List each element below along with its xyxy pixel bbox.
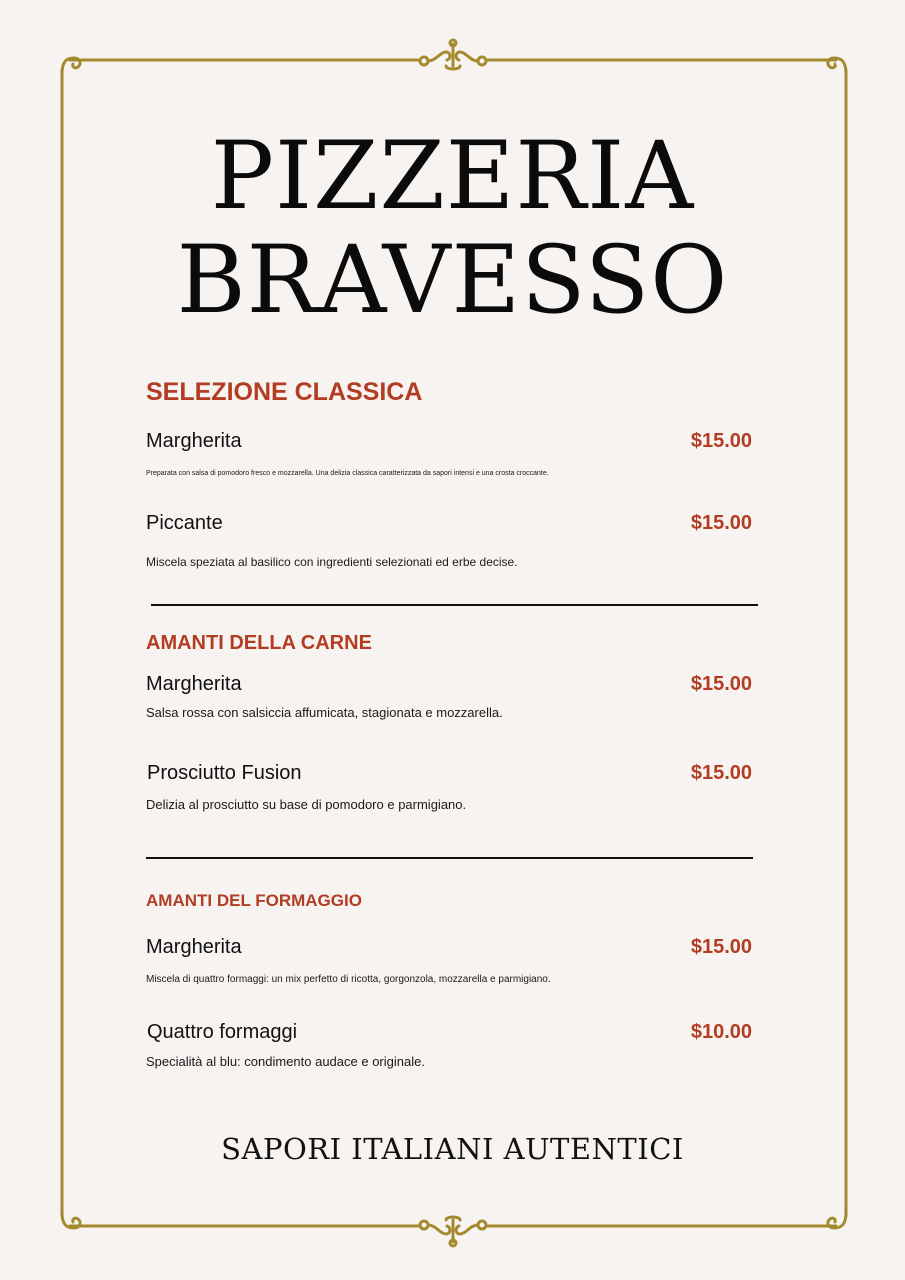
- menu-item-description: Preparata con salsa di pomodoro fresco e mozzarella. Una delizia classica caratterizzata da sapori intensi e una crosta croccante.: [146, 470, 549, 477]
- menu-item-price: $15.00: [690, 430, 752, 452]
- title-line-2: BRAVESSO: [176, 226, 729, 335]
- tagline: SAPORI ITALIANI AUTENTICI: [221, 1132, 684, 1166]
- menu-item-description: Specialità al blu: condimento audace e originale.: [146, 1054, 425, 1069]
- menu-item-name: Quattro formaggi: [147, 1021, 298, 1043]
- menu-item-price: $15.00: [690, 762, 752, 784]
- menu-item-name: Margherita: [146, 430, 242, 452]
- menu-item-name: Margherita: [146, 673, 242, 695]
- menu-item-name: Margherita: [146, 936, 242, 958]
- section-heading-carne: AMANTI DELLA CARNE: [146, 632, 372, 654]
- menu-item-price: $15.00: [690, 673, 752, 695]
- menu-item-description: Salsa rossa con salsiccia affumicata, stagionata e mozzarella.: [146, 705, 503, 720]
- menu-item-name: Prosciutto Fusion: [147, 762, 302, 784]
- menu-item-price: $15.00: [690, 936, 752, 958]
- menu-item-description: Delizia al prosciutto su base di pomodoro e parmigiano.: [146, 797, 467, 812]
- menu-item-description: Miscela speziata al basilico con ingredienti selezionati ed erbe decise.: [146, 555, 518, 569]
- section-heading-formaggio: AMANTI DEL FORMAGGIO: [146, 891, 362, 910]
- menu-item-price: $10.00: [690, 1021, 752, 1043]
- section-divider: [151, 604, 758, 606]
- section-divider: [146, 857, 753, 859]
- menu-item-price: $15.00: [690, 512, 752, 534]
- title-line-1: PIZZERIA: [210, 122, 695, 231]
- menu-item-name: Piccante: [146, 512, 223, 534]
- menu-item-description: Miscela di quattro formaggi: un mix perfetto di ricotta, gorgonzola, mozzarella e parmigiano.: [146, 974, 551, 985]
- section-heading-classica: SELEZIONE CLASSICA: [146, 378, 423, 406]
